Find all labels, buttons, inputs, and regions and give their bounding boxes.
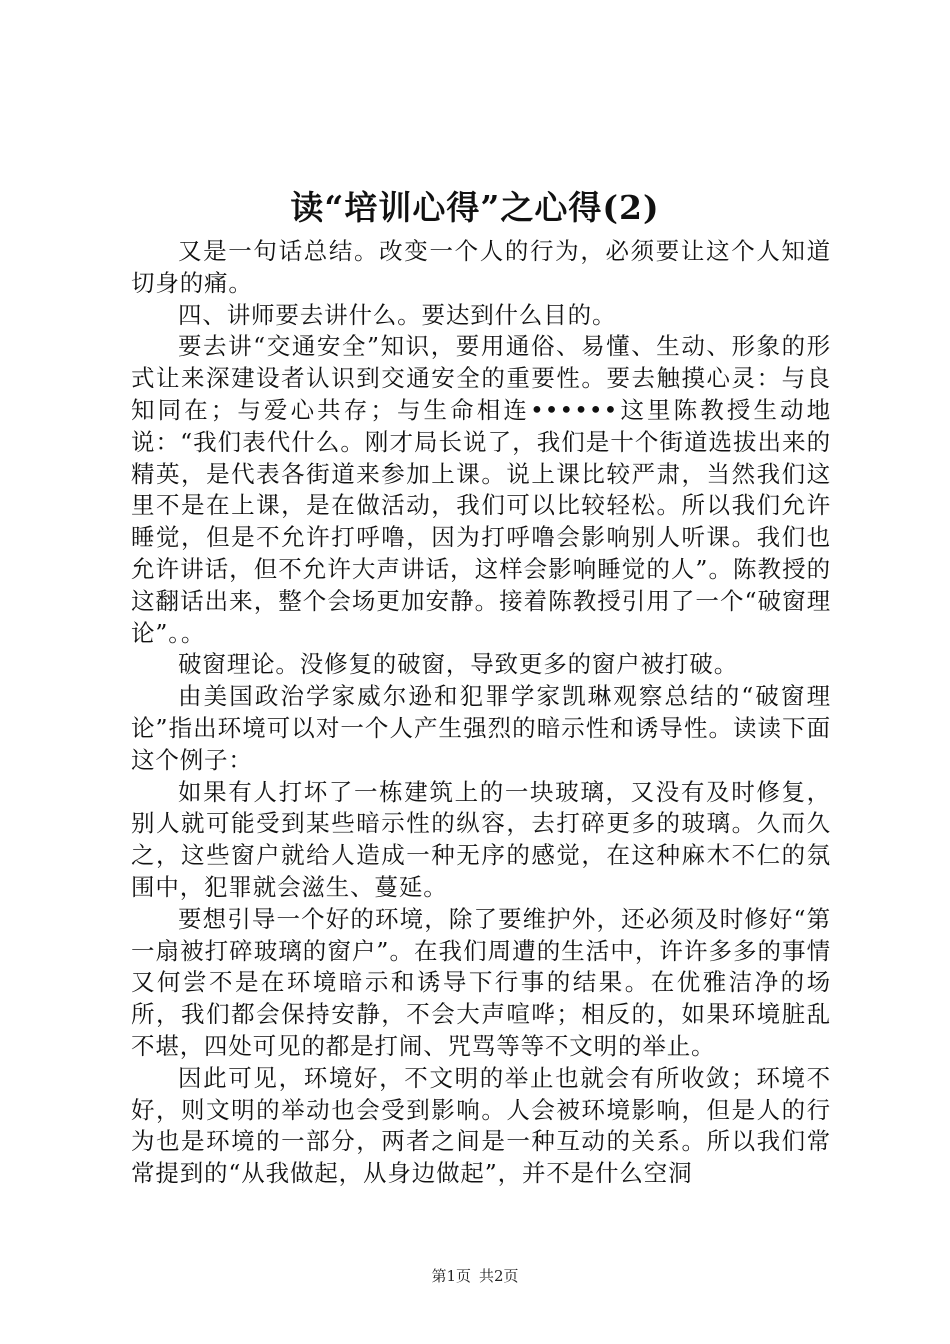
paragraph: 破窗理论。没修复的破窗，导致更多的窗户被打破。 (178, 650, 739, 679)
document-body (131, 236, 831, 1190)
paragraph: 又是一句话总结。改变一个人的行为，必须要让这个人知道切身的痛。 (131, 237, 831, 297)
paragraph: 四、讲师要去讲什么。要达到什么目的。 (178, 300, 617, 329)
paragraph: 由美国政治学家威尔逊和犯罪学家凯琳观察总结的“破窗理论”指出环境可以对一个人产生强烈的暗示性和诱导性。读读下面这个例子： (131, 682, 831, 774)
page-number: 第1页 (431, 1267, 471, 1285)
paragraph: 如果有人打坏了一栋建筑上的一块玻璃，又没有及时修复，别人就可能受到某些暗示性的纵容，去打碎更多的玻璃。久而久之，这些窗户就给人造成一种无序的感觉，在这种麻木不仁的氛围中，犯罪就会滋生、蔓延。 (131, 777, 831, 901)
document-title: 读“培训心得”之心得(2) (290, 188, 660, 227)
page-footer (0, 1266, 950, 1286)
paragraph: 因此可见，环境好，不文明的举止也就会有所收敛；环境不好，则文明的举动也会受到影响。人会被环境影响，但是人的行为也是环境的一部分，两者之间是一种互动的关系。所以我们常常提到的“从我做起，从身边做起”，并不是什么空洞 (131, 1063, 831, 1188)
paragraph: 要想引导一个好的环境，除了要维护外，还必须及时修好“第一扇被打碎玻璃的窗户”。在我们周遭的生活中，许许多多的事情又何尝不是在环境暗示和诱导下行事的结果。在优雅洁净的场所，我们都会保持安静，不会大声喧哗；相反的，如果环境脏乱不堪，四处可见的都是打闹、咒骂等等不文明的举止。 (131, 904, 831, 1060)
page-total: 共2页 (479, 1267, 519, 1285)
paragraph: 要去讲“交通安全”知识，要用通俗、易懂、生动、形象的形式让来深建设者认识到交通安全的重要性。要去触摸心灵：与良知同在；与爱心共存；与生命相连••••••这里陈教授生动地说：“我们表代什么。刚才局长说了，我们是十个街道选拔出来的精英，是代表各街道来参加上课。说上课比较严肃，当然我们这里不是在上课，是在做活动，我们可以比较轻松。所以我们允许睡觉，但是不允许打呼噜，因为打呼噜会影响别人听课。我们也允许讲话，但不允许大声讲话，这样会影响睡觉的人”。陈教授的这翻话出来，整个会场更加安静。接着陈教授引用了一个“破窗理论”。。 (131, 332, 831, 647)
